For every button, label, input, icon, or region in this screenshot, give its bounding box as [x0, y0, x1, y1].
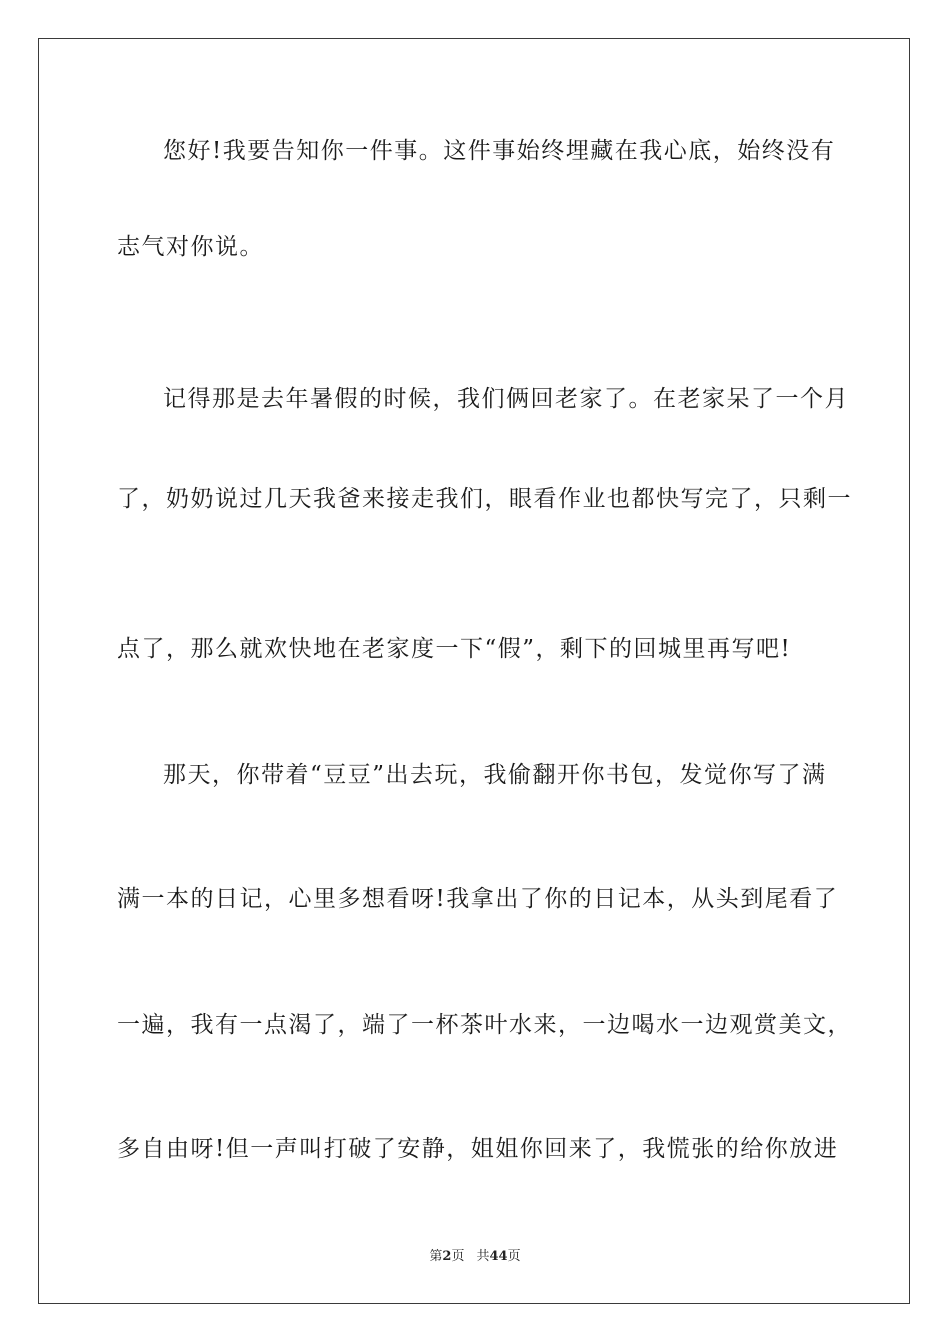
text-line: 志气对你说。: [117, 234, 264, 260]
text-line: 记得那是去年暑假的时候，我们俩回老家了。在老家呆了一个月: [163, 386, 849, 412]
page-number: 2: [442, 1249, 452, 1264]
page-suffix: 页: [451, 1249, 465, 1264]
text-line: 多自由呀!但一声叫打破了安静，姐姐你回来了，我慌张的给你放进: [117, 1136, 839, 1162]
text-line: 您好!我要告知你一件事。这件事始终埋藏在我心底，始终没有: [163, 138, 836, 164]
total-pages: 44: [489, 1249, 508, 1264]
text-line: 点了，那么就欢快地在老家度一下“假”，剩下的回城里再写吧!: [117, 636, 792, 662]
text-line: 了，奶奶说过几天我爸来接走我们，眼看作业也都快写完了，只剩一: [117, 486, 852, 512]
page-footer: [0, 1248, 950, 1266]
text-line: 一遍，我有一点渴了，端了一杯茶叶水来，一边喝水一边观赏美文，: [117, 1012, 852, 1038]
text-line: 满一本的日记，心里多想看呀!我拿出了你的日记本，从头到尾看了: [117, 886, 839, 912]
page-border: [38, 38, 910, 1304]
page-prefix: 第: [429, 1249, 443, 1264]
total-suffix: 页: [507, 1249, 521, 1264]
text-line: 那天，你带着“豆豆”出去玩，我偷翻开你书包，发觉你写了满: [163, 762, 827, 788]
total-prefix: 共: [476, 1249, 490, 1264]
